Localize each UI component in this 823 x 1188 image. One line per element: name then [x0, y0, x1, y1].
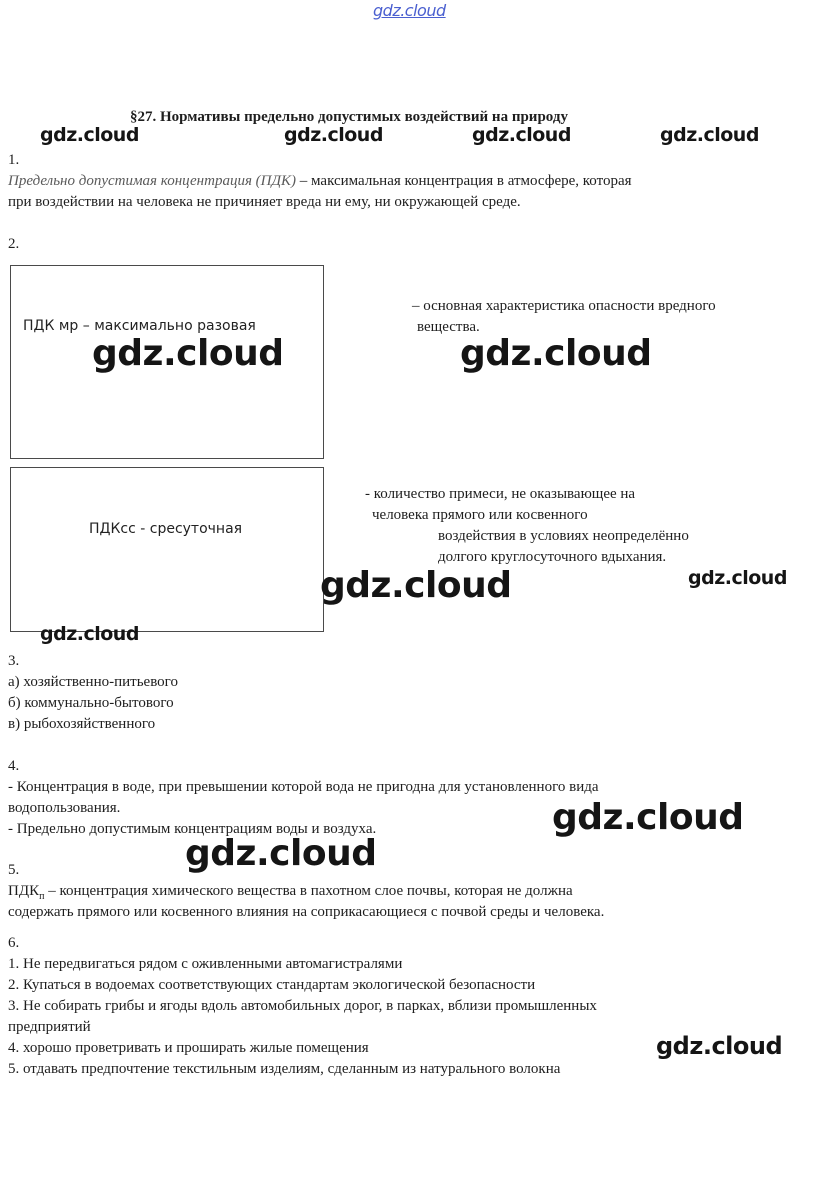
box-label: ПДКсс - сресуточная: [89, 521, 243, 537]
list-item: в) рыбохозяйственного: [8, 716, 156, 732]
watermark: gdz.cloud: [320, 565, 512, 606]
section-number: 4.: [8, 758, 20, 774]
definition-text: – максимальная концентрация в атмосфере, которая: [296, 173, 632, 189]
list-item: 4. хорошо проветривать и проширать жилые помещения: [8, 1040, 369, 1056]
answer-line: - Концентрация в воде, при превышении которой вода не пригодна для установленного вида: [8, 779, 599, 795]
section-number: 5.: [8, 862, 20, 878]
list-item: 5. отдавать предпочтение текстильным изделиям, сделанным из натурального волокна: [8, 1061, 561, 1077]
section-number: 3.: [8, 653, 20, 669]
list-item: 2. Купаться в водоемах соответствующих стандартам экологической безопасности: [8, 977, 536, 993]
watermark: gdz.cloud: [40, 623, 139, 645]
list-item: предприятий: [8, 1019, 91, 1035]
box-label: ПДК мр – максимально разовая: [23, 318, 256, 334]
watermark: gdz.cloud: [472, 124, 571, 146]
list-item: а) хозяйственно-питьевого: [8, 674, 178, 690]
watermark-top[interactable]: gdz.cloud: [373, 1, 446, 20]
definition-line: при воздействии на человека не причиняет вреда ни ему, ни окружающей среде.: [8, 194, 521, 210]
answer-line: - Предельно допустимым концентрациям воды и воздуха.: [8, 821, 377, 837]
watermark: gdz.cloud: [688, 567, 787, 589]
concept-box-pdk-ss: [10, 467, 324, 632]
box-description: долгого круглосуточного вдыхания.: [438, 549, 667, 565]
term: Предельно допустимая концентрация (ПДК): [8, 173, 297, 189]
list-item: 3. Не собирать грибы и ягоды вдоль автомобильных дорог, в парках, вблизи промышленных: [8, 998, 597, 1014]
watermark: gdz.cloud: [552, 797, 744, 838]
term-subscript: п: [39, 891, 45, 902]
term: ПДК: [8, 883, 40, 899]
watermark: gdz.cloud: [92, 333, 284, 374]
list-item: 1. Не передвигаться рядом с оживленными автомагистралями: [8, 956, 403, 972]
watermark: gdz.cloud: [460, 333, 652, 374]
box-description: вещества.: [417, 319, 480, 335]
answer-line: водопользования.: [8, 800, 121, 816]
section-number: 2.: [8, 236, 20, 252]
watermark: gdz.cloud: [656, 1032, 783, 1060]
list-item: б) коммунально-бытового: [8, 695, 174, 711]
section-number: 1.: [8, 152, 20, 168]
box-description: воздействия в условиях неопределённо: [438, 528, 689, 544]
watermark: gdz.cloud: [40, 124, 139, 146]
box-description: человека прямого или косвенного: [372, 507, 588, 523]
section-number: 6.: [8, 935, 20, 951]
definition-text: – концентрация химического вещества в пахотном слое почвы, которая не должна: [44, 883, 573, 899]
box-description: - количество примеси, не оказывающее на: [365, 486, 636, 502]
watermark: gdz.cloud: [185, 833, 377, 874]
definition-line: [8, 171, 632, 192]
page-title: §27. Нормативы предельно допустимых воздействий на природу: [130, 109, 568, 125]
watermark: gdz.cloud: [284, 124, 383, 146]
box-description: – основная характеристика опасности вредного: [412, 298, 716, 314]
definition-line: содержать прямого или косвенного влияния на соприкасающиеся с почвой среды и человека.: [8, 904, 605, 920]
watermark: gdz.cloud: [660, 124, 759, 146]
